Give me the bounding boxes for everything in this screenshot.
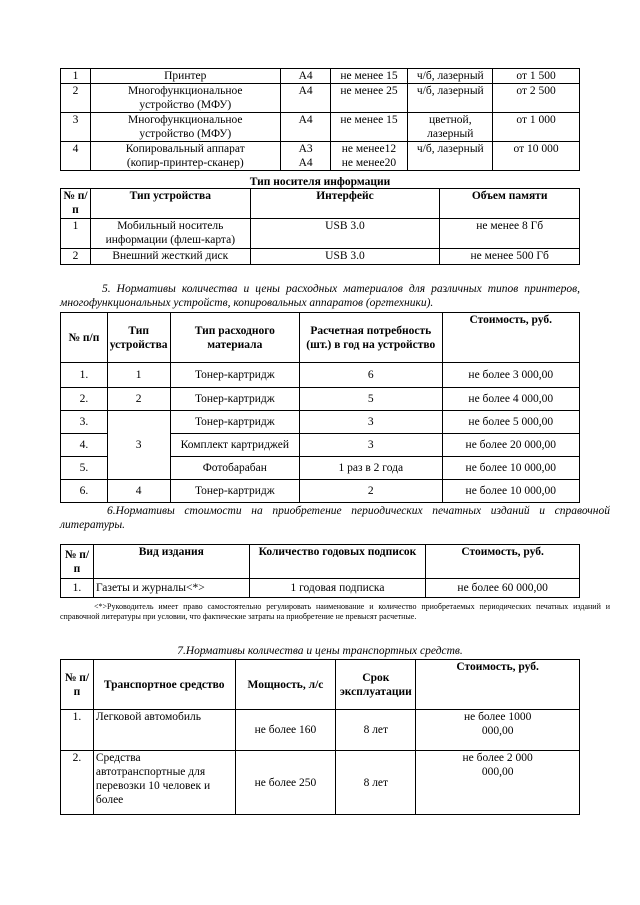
cell-format-line: A3 (298, 143, 313, 155)
cell-material: Тонер-картридж (170, 363, 300, 388)
table-row (61, 84, 580, 113)
cell-price: от 1 000 (493, 113, 580, 142)
cell-num: 3 (61, 113, 91, 142)
cell-need: 3 (300, 411, 442, 434)
cell-num: 1. (61, 363, 108, 388)
cell-name-line: устройство (МФУ) (139, 99, 232, 111)
header-num: № п/п (61, 545, 94, 579)
cell-cost: не более 10 000,00 (442, 457, 579, 480)
table-row (61, 579, 580, 598)
cell-name-line: Копировальный аппарат (125, 143, 245, 155)
cell-speed (330, 142, 408, 171)
cell-type (408, 113, 493, 142)
cell-need: 5 (300, 388, 442, 411)
section6-title: 6.Нормативы стоимости на приобретение периодических печатных изданий и справочной литературы. (60, 505, 610, 531)
cell-num: 2 (61, 249, 91, 265)
header-term: Срок эксплуатации (336, 660, 416, 710)
cell-name-line: (копир-принтер-сканер) (126, 157, 244, 169)
cell-material: Фотобарабан (170, 457, 300, 480)
cell-need: 2 (300, 480, 442, 503)
cell-type (408, 142, 493, 171)
cell-material: Тонер-картридж (170, 480, 300, 503)
cell-vehicle: Средства автотранспортные для перевозки 10 человек и более (93, 751, 235, 815)
cell-type (408, 69, 493, 84)
table-row (61, 219, 580, 249)
cell-cost: не более 10 000,00 (442, 480, 579, 503)
header-num: № п/п (61, 189, 91, 219)
cell-price: от 1 500 (493, 69, 580, 84)
cell-type: Мобильный носитель информации (флеш-карта) (90, 219, 250, 249)
cell-price: от 2 500 (493, 84, 580, 113)
cell-num: 2 (61, 84, 91, 113)
header-cost: Стоимость, руб. (426, 545, 580, 579)
header-cost: Стоимость, руб. (416, 660, 580, 710)
cell-format-line: A4 (298, 85, 313, 97)
cell-memory: не менее 500 Гб (440, 249, 580, 265)
cell-type: Внешний жесткий диск (90, 249, 250, 265)
cell-device: 1 (107, 363, 170, 388)
cell-format (280, 113, 330, 142)
header-kind: Вид издания (93, 545, 249, 579)
header-num: № п/п (61, 660, 94, 710)
periodicals-table (60, 544, 580, 598)
cell-kind: Газеты и журналы<*> (93, 579, 249, 598)
header-device: Тип устройства (107, 313, 170, 363)
cell-material: Комплект картриджей (170, 434, 300, 457)
header-num: № п/п (61, 313, 108, 363)
cell-cost: не более 1000 000,00 (416, 710, 580, 751)
table-row (61, 69, 580, 84)
table-row (61, 411, 580, 434)
table-row (61, 113, 580, 142)
cell-term: 8 лет (336, 751, 416, 815)
cell-num: 2. (61, 751, 94, 815)
cell-cost: не более 20 000,00 (442, 434, 579, 457)
cell-interface: USB 3.0 (250, 249, 440, 265)
header-need: Расчетная потребность (шт.) в год на устройство (300, 313, 442, 363)
cell-qty: 1 годовая подписка (249, 579, 426, 598)
cell-name-line: Принтер (164, 70, 207, 82)
cell-name-line: устройство (МФУ) (139, 128, 232, 140)
table-header-row (61, 545, 580, 579)
devices-table (60, 68, 580, 171)
header-interface: Интерфейс (250, 189, 440, 219)
cell-type-line: ч/б, лазерный (416, 85, 484, 97)
cell-name (90, 113, 280, 142)
cell-format-line: A4 (298, 114, 313, 126)
cell-need: 3 (300, 434, 442, 457)
cell-num: 5. (61, 457, 108, 480)
section7-title: 7.Нормативы количества и цены транспортных средств. (177, 645, 463, 657)
cell-term: 8 лет (336, 710, 416, 751)
cell-cost: не более 3 000,00 (442, 363, 579, 388)
cell-num: 4. (61, 434, 108, 457)
cell-cost: не более 4 000,00 (442, 388, 579, 411)
table-row (61, 388, 580, 411)
consumables-table (60, 312, 580, 503)
cell-speed (330, 84, 408, 113)
cell-num: 2. (61, 388, 108, 411)
cell-name (90, 84, 280, 113)
header-type: Тип устройства (90, 189, 250, 219)
cell-type-line: ч/б, лазерный (416, 143, 484, 155)
cell-name (90, 142, 280, 171)
section6-note: <*>Руководитель имеет право самостоятельно регулировать наименование и количество приобретаемых периодических печатных изданий и справочной литературы при условии, что фактические затраты на приобретение не превысят расчетные. (60, 602, 610, 621)
cell-interface: USB 3.0 (250, 219, 440, 249)
cell-cost: не более 60 000,00 (426, 579, 580, 598)
cell-speed-line: не менее 15 (340, 70, 398, 82)
cell-need: 6 (300, 363, 442, 388)
cell-type-line: ч/б, лазерный (416, 70, 484, 82)
cell-power: не более 160 (235, 710, 336, 751)
header-memory: Объем памяти (440, 189, 580, 219)
table-row (61, 363, 580, 388)
cell-speed-line: не менее 15 (340, 114, 398, 126)
cell-format-line: A4 (298, 70, 313, 82)
cell-type-line: цветной, (429, 114, 472, 126)
cell-power: не более 250 (235, 751, 336, 815)
table-row (61, 480, 580, 503)
cell-format (280, 142, 330, 171)
header-vehicle: Транспортное средство (93, 660, 235, 710)
cell-name (90, 69, 280, 84)
cell-vehicle: Легковой автомобиль (93, 710, 235, 751)
table-header-row (61, 189, 580, 219)
cell-speed (330, 69, 408, 84)
cell-num: 4 (61, 142, 91, 171)
cell-num: 6. (61, 480, 108, 503)
header-qty: Количество годовых подписок (249, 545, 426, 579)
cell-name-line: Многофункциональное (127, 85, 243, 97)
storage-table (60, 188, 580, 265)
cell-material: Тонер-картридж (170, 411, 300, 434)
cell-device: 3 (107, 411, 170, 480)
table-row (61, 751, 580, 815)
table-row (61, 249, 580, 265)
section5-title: 5. Нормативы количества и цены расходных материалов для различных типов принтеров, многофункциональных устройств, копировальных аппаратов (оргтехники). (60, 283, 580, 309)
cell-num: 1 (61, 219, 91, 249)
cell-num: 3. (61, 411, 108, 434)
header-power: Мощность, л/с (235, 660, 336, 710)
table-header-row (61, 313, 580, 363)
cell-device: 4 (107, 480, 170, 503)
cell-num: 1. (61, 579, 94, 598)
cell-num: 1 (61, 69, 91, 84)
vehicles-table (60, 659, 580, 815)
cell-num: 1. (61, 710, 94, 751)
cell-price: от 10 000 (493, 142, 580, 171)
header-material: Тип расходного материала (170, 313, 300, 363)
table-header-row (61, 660, 580, 710)
cell-type-line: лазерный (427, 128, 474, 140)
cell-speed-line: не менее20 (341, 157, 397, 169)
cell-material: Тонер-картридж (170, 388, 300, 411)
cell-cost: не более 2 000 000,00 (416, 751, 580, 815)
cell-format-line: A4 (298, 157, 313, 169)
cell-cost: не более 5 000,00 (442, 411, 579, 434)
cell-name-line: Многофункциональное (127, 114, 243, 126)
cell-device: 2 (107, 388, 170, 411)
cell-need: 1 раз в 2 года (300, 457, 442, 480)
cell-speed (330, 113, 408, 142)
cell-format (280, 69, 330, 84)
storage-title: Тип носителя информации (249, 176, 391, 188)
table-row (61, 142, 580, 171)
cell-speed-line: не менее 25 (340, 85, 398, 97)
cell-format (280, 84, 330, 113)
cell-memory: не менее 8 Гб (440, 219, 580, 249)
cell-type (408, 84, 493, 113)
table-row (61, 710, 580, 751)
cell-speed-line: не менее12 (341, 143, 397, 155)
header-cost: Стоимость, руб. (442, 313, 579, 363)
